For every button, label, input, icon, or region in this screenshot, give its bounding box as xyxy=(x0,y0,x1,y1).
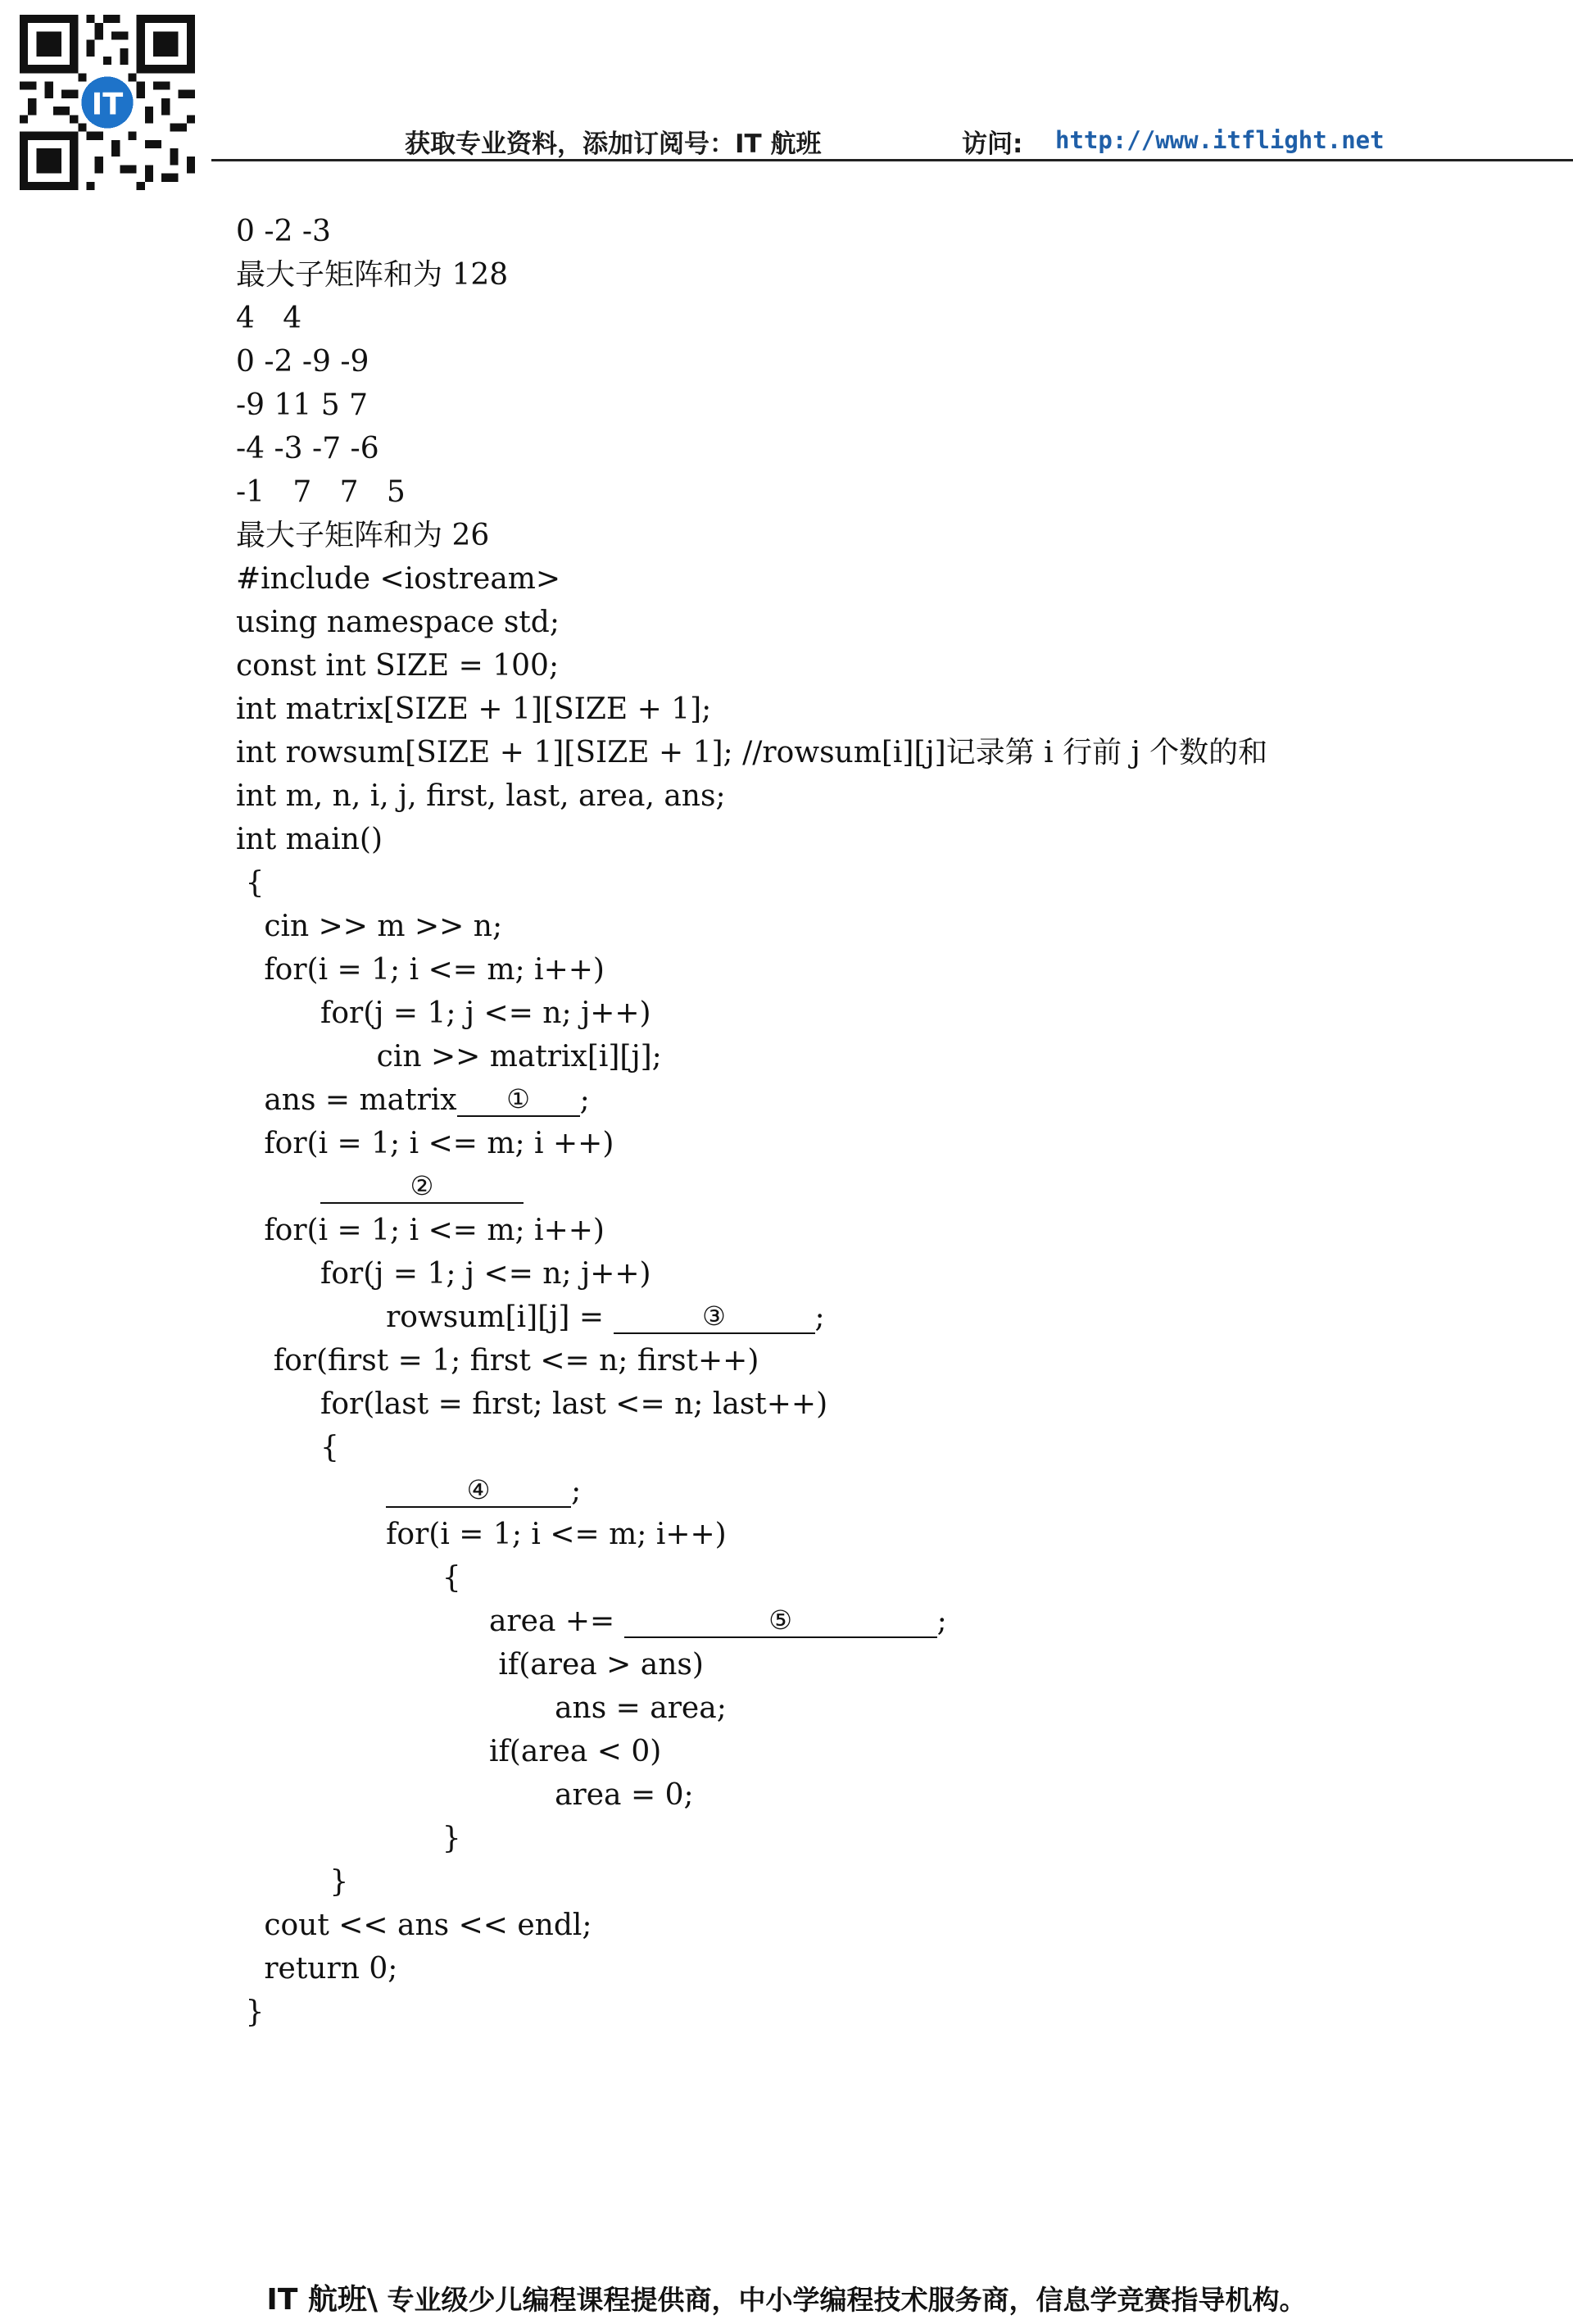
sample-input-row: 0 -2 -9 -9 xyxy=(236,345,369,379)
code-text xyxy=(236,1170,320,1204)
code-text: ans = matrix xyxy=(236,1083,457,1117)
sample-input-size: 4 4 xyxy=(236,302,302,335)
code-line: int matrix[SIZE + 1][SIZE + 1]; xyxy=(236,692,712,726)
code-line: for(j = 1; j <= n; j++) xyxy=(236,996,651,1030)
code-line: for(i = 1; i <= m; i ++) xyxy=(236,1127,614,1160)
code-line-blank-1 xyxy=(236,1078,1498,1122)
header-url-link[interactable]: http://www.itflight.net xyxy=(1055,126,1385,154)
code-line: for(i = 1; i <= m; i++) xyxy=(236,1518,727,1551)
code-line: int rowsum[SIZE + 1][SIZE + 1]; //rowsum[i][j]记录第 i 行前 j 个数的和 xyxy=(236,736,1268,769)
code-text: ; xyxy=(579,1083,590,1117)
sample-input-row: -4 -3 -7 -6 xyxy=(236,432,379,465)
sample-output-result: 最大子矩阵和为 128 xyxy=(236,258,509,292)
code-line: for(j = 1; j <= n; j++) xyxy=(236,1257,651,1291)
code-line: for(i = 1; i <= m; i++) xyxy=(236,953,605,987)
code-text: ; xyxy=(814,1300,825,1334)
fill-blank-1: ① xyxy=(457,1083,580,1117)
code-line: cin >> matrix[i][j]; xyxy=(236,1040,662,1073)
code-line: using namespace std; xyxy=(236,606,560,639)
code-line: for(i = 1; i <= m; i++) xyxy=(236,1214,605,1247)
code-line: return 0; xyxy=(236,1952,398,1986)
code-text: ; xyxy=(936,1605,947,1638)
code-line: cout << ans << endl; xyxy=(236,1909,592,1942)
footer-brand: IT 航班\ xyxy=(266,2283,379,2317)
code-line: } xyxy=(236,1995,265,2029)
code-line: { xyxy=(236,866,265,900)
header-visit-label: 访问: xyxy=(962,129,1023,159)
sample-input-row: -1 7 7 5 xyxy=(236,475,406,509)
footer-tagline: 专业级少儿编程课程提供商，中小学编程技术服务商，信息学竞赛指导机构。 xyxy=(378,2284,1307,2316)
fill-blank-2: ② xyxy=(320,1169,524,1204)
code-line: for(last = first; last <= n; last++) xyxy=(236,1387,828,1421)
code-line: } xyxy=(236,1822,461,1855)
header-divider xyxy=(211,159,1573,161)
code-line: if(area > ans) xyxy=(236,1648,704,1682)
code-text: ; xyxy=(571,1474,582,1508)
code-line: int main() xyxy=(236,823,383,856)
page-footer xyxy=(0,2276,1573,2318)
code-line: if(area < 0) xyxy=(236,1735,662,1768)
fill-blank-4: ④ xyxy=(386,1473,571,1508)
code-line: int m, n, i, j, first, last, area, ans; xyxy=(236,779,726,813)
code-line: { xyxy=(236,1431,339,1464)
sample-output-line: 0 -2 -3 xyxy=(236,215,331,248)
sample-output-result: 最大子矩阵和为 26 xyxy=(236,519,490,552)
code-line-blank-3 xyxy=(236,1296,1498,1339)
qr-code xyxy=(15,15,200,190)
fill-blank-3: ③ xyxy=(614,1300,815,1334)
header-subscribe-text: 获取专业资料，添加订阅号：IT 航班 xyxy=(405,129,822,159)
code-line-blank-4 xyxy=(236,1469,1498,1513)
code-line: const int SIZE = 100; xyxy=(236,649,560,683)
code-line-blank-5 xyxy=(236,1600,1498,1643)
document-body xyxy=(236,210,1498,2034)
code-text: area += xyxy=(236,1605,624,1638)
code-line: area = 0; xyxy=(236,1778,694,1812)
code-line: #include <iostream> xyxy=(236,562,561,596)
sample-input-row: -9 11 5 7 xyxy=(236,388,369,422)
code-line-blank-2 xyxy=(236,1165,1498,1209)
qr-logo-text: IT xyxy=(91,86,124,122)
code-line: } xyxy=(236,1865,349,1899)
code-line: ans = area; xyxy=(236,1691,727,1725)
fill-blank-5: ⑤ xyxy=(624,1604,937,1638)
code-line: cin >> m >> n; xyxy=(236,910,503,943)
code-line: for(first = 1; first <= n; first++) xyxy=(236,1344,759,1378)
code-text: rowsum[i][j] = xyxy=(236,1300,614,1334)
code-line: { xyxy=(236,1561,461,1595)
code-text xyxy=(236,1474,386,1508)
